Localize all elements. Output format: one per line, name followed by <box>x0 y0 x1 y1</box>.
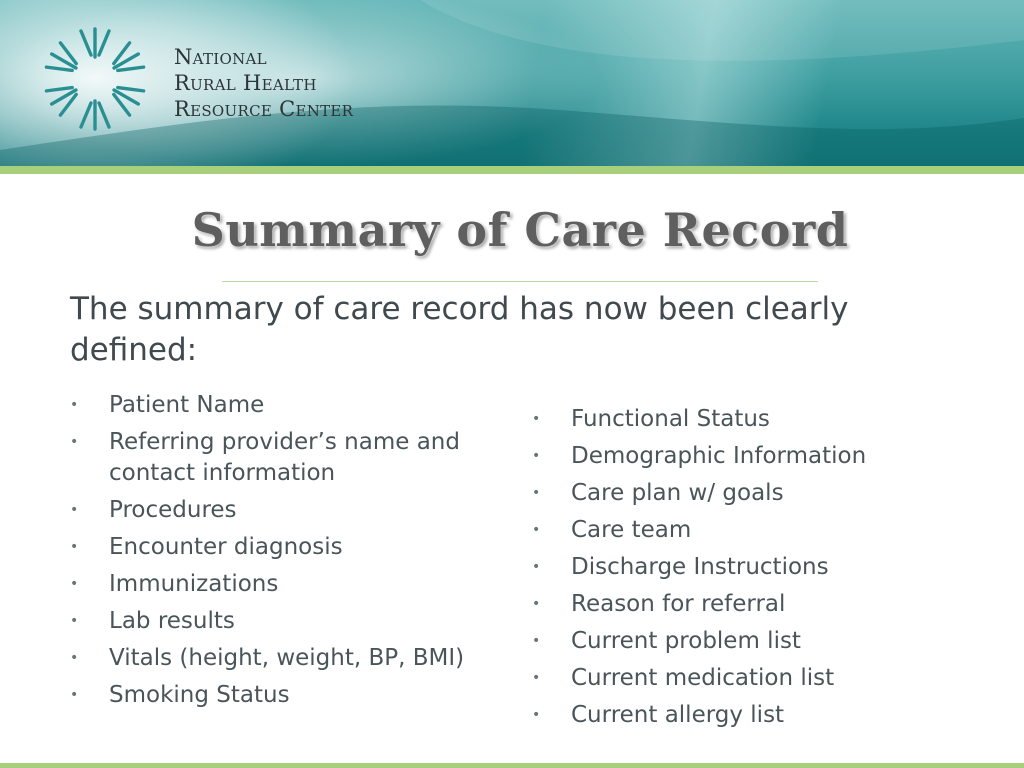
top-accent-bar <box>0 166 1024 174</box>
bullet-dot-icon: • <box>532 522 541 538</box>
list-item-text: Current allergy list <box>571 702 785 728</box>
bullet-dot-icon: • <box>532 485 541 501</box>
bullet-dot-icon: • <box>532 448 541 464</box>
list-item <box>532 404 1002 435</box>
list-item <box>70 495 470 526</box>
list-item-text: Discharge Instructions <box>571 554 829 580</box>
slide-title: Summary of Care Record <box>191 203 849 257</box>
list-item-text: Care plan w/ goals <box>571 480 784 506</box>
list-item-text: Smoking Status <box>109 682 290 708</box>
bullet-dot-icon: • <box>532 707 541 723</box>
list-item-text: Demographic Information <box>571 443 867 469</box>
bullet-dot-icon: • <box>532 670 541 686</box>
bullet-dot-icon: • <box>70 397 79 413</box>
bullet-dot-icon: • <box>532 633 541 649</box>
list-item <box>70 569 470 600</box>
list-item <box>70 680 470 711</box>
list-item <box>532 478 1002 509</box>
title-divider <box>222 281 818 282</box>
list-item <box>70 390 470 421</box>
starburst-logo-icon <box>38 22 152 136</box>
list-item-text: Current problem list <box>571 628 801 654</box>
bullet-dot-icon: • <box>70 687 79 703</box>
bullet-dot-icon: • <box>532 596 541 612</box>
list-item <box>532 515 1002 546</box>
list-item-text: Care team <box>571 517 692 543</box>
list-item-text: Immunizations <box>109 571 279 597</box>
bullet-dot-icon: • <box>70 434 79 450</box>
list-item <box>532 589 1002 620</box>
list-item <box>532 663 1002 694</box>
list-item-text: Encounter diagnosis <box>109 534 343 560</box>
org-name-line-2: Rural Health <box>174 71 317 95</box>
intro-text: The summary of care record has now been clearly defined: <box>70 291 849 368</box>
bullet-dot-icon: • <box>70 539 79 555</box>
organization-name <box>174 44 353 122</box>
list-item-text: Reason for referral <box>571 591 786 617</box>
list-item-text: Referring provider’s name and contact information <box>109 429 460 486</box>
header-banner <box>0 0 1024 166</box>
bullet-dot-icon: • <box>532 559 541 575</box>
left-bullet-list <box>70 390 470 717</box>
bullet-dot-icon: • <box>70 613 79 629</box>
list-item <box>70 643 470 674</box>
right-bullet-list <box>532 404 1002 737</box>
list-item-text: Procedures <box>109 497 237 523</box>
list-item <box>532 441 1002 472</box>
bullet-dot-icon: • <box>70 650 79 666</box>
list-item-text: Vitals (height, weight, BP, BMI) <box>109 645 465 671</box>
list-item-text: Functional Status <box>571 406 770 432</box>
list-item-text: Current medication list <box>571 665 835 691</box>
list-item <box>532 626 1002 657</box>
bullet-dot-icon: • <box>70 576 79 592</box>
bullet-dot-icon: • <box>70 502 79 518</box>
list-item-text: Lab results <box>109 608 235 634</box>
org-name-line-1: National <box>174 45 267 69</box>
list-item <box>70 427 470 489</box>
list-item <box>532 552 1002 583</box>
list-item <box>70 532 470 563</box>
list-item <box>532 700 1002 731</box>
banner-wave-decoration <box>0 0 1024 166</box>
list-item-text: Patient Name <box>109 392 265 418</box>
bullet-dot-icon: • <box>532 411 541 427</box>
list-item <box>70 606 470 637</box>
bottom-accent-bar <box>0 763 1024 768</box>
org-name-line-3: Resource Center <box>174 97 354 121</box>
